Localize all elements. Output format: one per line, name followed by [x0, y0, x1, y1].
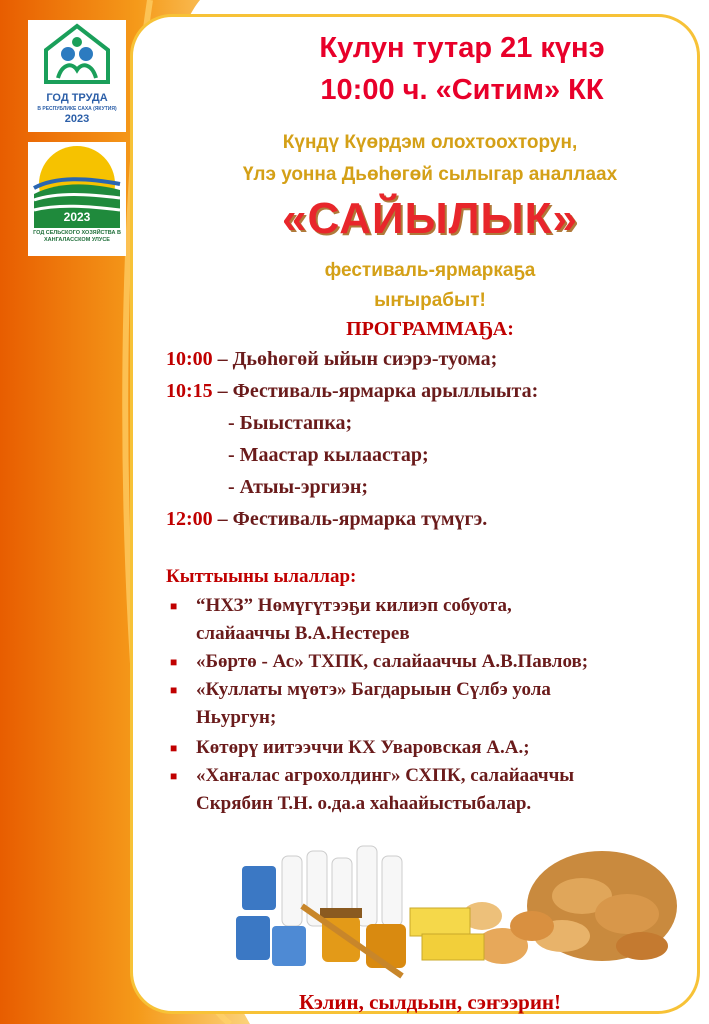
organizer-item: [170, 676, 690, 732]
labour-year-title: ГОД ТРУДА: [46, 92, 108, 104]
invite-line-1: Күндү Күөрдэм олохтоохторун,: [282, 132, 578, 153]
agri-year-text: ГОД СЕЛЬСКОГО ХОЗЯЙСТВА В ХАНГАЛАССКОМ УЛУСЕ: [33, 230, 121, 243]
subtitle-line-1: фестиваль-ярмаркаҕа: [324, 260, 536, 281]
program-subitem: [228, 412, 352, 435]
bullet-icon: ■: [170, 769, 178, 783]
bullet-icon: ■: [170, 683, 178, 697]
program-text: – Дьөһөгөй ыйын сиэрэ-туома;: [212, 348, 498, 370]
program-text: - Быыстапка;: [228, 412, 353, 434]
program-subitem: [228, 476, 368, 499]
program-heading: ПРОГРАММАҔА:: [346, 318, 514, 340]
organizers-heading: Кыттыыны ылаллар:: [166, 566, 357, 587]
event-time-venue: 10:00 ч. «Ситим» КК: [320, 74, 604, 106]
bullet-icon: ■: [170, 655, 178, 669]
event-date: Кулун тутар 21 күнэ: [319, 32, 605, 64]
labour-year-emblem-icon: [28, 20, 126, 90]
organizer-line: Ньургун;: [196, 707, 277, 728]
program-time: 10:00: [166, 348, 213, 370]
program-item: [166, 380, 538, 403]
organizer-line: Көтөрү иитээччи КХ Уваровская А.А.;: [196, 737, 530, 758]
organizer-line: «Куллаты мүөтэ» Багдарыын Сүлбэ уола: [196, 679, 551, 700]
program-subitem: [228, 444, 429, 467]
bullet-icon: ■: [170, 741, 178, 755]
program-text: – Фестиваль-ярмарка түмүгэ.: [212, 508, 488, 530]
agri-year-logo: [28, 142, 126, 256]
labour-year-year: 2023: [64, 113, 90, 125]
organizer-item: [170, 592, 690, 648]
agri-year-year: 2023: [63, 210, 91, 224]
program-text: - Маастар кылаастар;: [228, 444, 429, 466]
organizer-item: [170, 734, 690, 762]
organizer-item: [170, 762, 690, 818]
bullet-icon: ■: [170, 599, 178, 613]
event-title: «САЙЫЛЫК»: [282, 194, 578, 243]
food-products-illustration: [232, 836, 682, 986]
labour-year-logo: [28, 20, 126, 132]
organizer-line: слайааччы В.А.Нестерев: [196, 623, 410, 644]
organizer-line: “НХЗ” Нөмүгүтээҕи килиэп собуота,: [196, 595, 512, 616]
program-item: [166, 508, 487, 531]
program-time: 12:00: [166, 508, 213, 530]
subtitle-line-2: ыҥырабыт!: [374, 290, 486, 311]
program-item: [166, 348, 497, 371]
organizer-line: Скрябин Т.Н. о.да.а хаһаайыстыбалар.: [196, 793, 532, 814]
organizer-item: [170, 648, 690, 676]
program-time: 10:15: [166, 380, 213, 402]
labour-year-subtitle: В РЕСПУБЛИКЕ САХА (ЯКУТИЯ): [37, 106, 117, 112]
program-text: - Атыы-эргиэн;: [228, 476, 369, 498]
organizer-line: «Бөртө - Ас» ТХПК, салайааччы А.В.Павлов;: [196, 651, 589, 672]
organizer-line: «Хаҥалас агрохолдинг» СХПК, салайааччы: [196, 765, 575, 786]
footer-slogan: Кэлин, сылдьын, сэҥээрин!: [298, 990, 562, 1014]
program-text: – Фестиваль-ярмарка арыллыыта:: [212, 380, 539, 402]
invite-line-2: Үлэ уонна Дьөһөгөй сылыгар аналлаах: [242, 164, 618, 185]
